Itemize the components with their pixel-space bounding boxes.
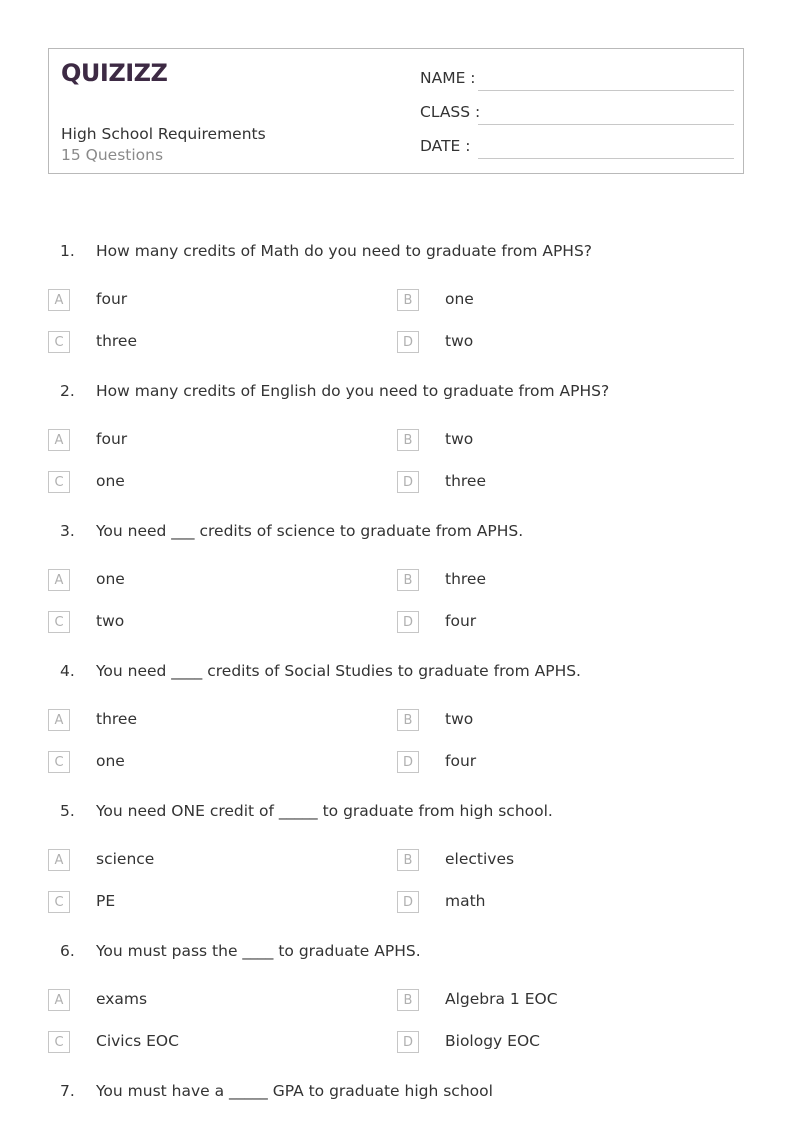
option-text: science bbox=[96, 850, 155, 868]
question-text: You must pass the ____ to graduate APHS. bbox=[96, 942, 421, 960]
option-letter-box: A bbox=[48, 989, 70, 1011]
option-letter-box: B bbox=[397, 709, 419, 731]
date-line[interactable] bbox=[478, 158, 734, 159]
option-letter-box: D bbox=[397, 751, 419, 773]
option-text: two bbox=[445, 710, 474, 728]
question-number: 2. bbox=[60, 382, 75, 400]
question-count: 15 Questions bbox=[61, 146, 164, 164]
option-text: four bbox=[445, 612, 477, 630]
option-letter-box: A bbox=[48, 569, 70, 591]
option-letter-box: B bbox=[397, 289, 419, 311]
option-letter-box: D bbox=[397, 1031, 419, 1053]
option-text: four bbox=[96, 290, 128, 308]
option-letter-box: A bbox=[48, 289, 70, 311]
date-field[interactable] bbox=[420, 137, 734, 157]
option-letter-box: D bbox=[397, 891, 419, 913]
question-text: How many credits of Math do you need to graduate from APHS? bbox=[96, 242, 593, 260]
option-text: Algebra 1 EOC bbox=[445, 990, 558, 1008]
option-text: one bbox=[96, 570, 125, 588]
question-number: 5. bbox=[60, 802, 75, 820]
question-number: 1. bbox=[60, 242, 75, 260]
class-field[interactable] bbox=[420, 103, 734, 123]
option-letter-box: C bbox=[48, 751, 70, 773]
option-letter-box: B bbox=[397, 569, 419, 591]
question-text: You must have a _____ GPA to graduate high school bbox=[96, 1082, 493, 1100]
option-text: PE bbox=[96, 892, 116, 910]
option-letter-box: C bbox=[48, 611, 70, 633]
class-label: CLASS : bbox=[420, 103, 481, 121]
question-number: 6. bbox=[60, 942, 75, 960]
option-text: exams bbox=[96, 990, 148, 1008]
date-label: DATE : bbox=[420, 137, 471, 155]
question-text: You need ONE credit of _____ to graduate from high school. bbox=[96, 802, 553, 820]
name-label: NAME : bbox=[420, 69, 476, 87]
option-letter-box: C bbox=[48, 1031, 70, 1053]
question-number: 3. bbox=[60, 522, 75, 540]
option-text: three bbox=[445, 570, 487, 588]
option-letter-box: D bbox=[397, 331, 419, 353]
option-text: four bbox=[96, 430, 128, 448]
worksheet-title: High School Requirements bbox=[61, 125, 266, 143]
question-text: You need ____ credits of Social Studies to graduate from APHS. bbox=[96, 662, 581, 680]
worksheet-header bbox=[48, 48, 744, 174]
name-field[interactable] bbox=[420, 69, 734, 89]
option-text: three bbox=[96, 710, 138, 728]
option-letter-box: C bbox=[48, 471, 70, 493]
option-text: three bbox=[445, 472, 487, 490]
quizizz-logo: QUIZIZZ bbox=[61, 59, 168, 87]
option-text: one bbox=[96, 472, 125, 490]
option-letter-box: A bbox=[48, 429, 70, 451]
option-text: Biology EOC bbox=[445, 1032, 540, 1050]
option-text: three bbox=[96, 332, 138, 350]
option-text: Civics EOC bbox=[96, 1032, 179, 1050]
option-text: one bbox=[445, 290, 474, 308]
name-line[interactable] bbox=[478, 90, 734, 91]
option-text: two bbox=[445, 332, 474, 350]
option-letter-box: C bbox=[48, 331, 70, 353]
option-letter-box: D bbox=[397, 471, 419, 493]
question-number: 4. bbox=[60, 662, 75, 680]
option-letter-box: C bbox=[48, 891, 70, 913]
question-text: How many credits of English do you need to graduate from APHS? bbox=[96, 382, 610, 400]
option-letter-box: D bbox=[397, 611, 419, 633]
option-text: math bbox=[445, 892, 486, 910]
option-letter-box: B bbox=[397, 429, 419, 451]
option-text: one bbox=[96, 752, 125, 770]
question-text: You need ___ credits of science to graduate from APHS. bbox=[96, 522, 524, 540]
option-letter-box: A bbox=[48, 709, 70, 731]
option-letter-box: A bbox=[48, 849, 70, 871]
option-text: electives bbox=[445, 850, 515, 868]
class-line[interactable] bbox=[478, 124, 734, 125]
question-number: 7. bbox=[60, 1082, 75, 1100]
option-text: two bbox=[96, 612, 125, 630]
option-letter-box: B bbox=[397, 989, 419, 1011]
option-text: four bbox=[445, 752, 477, 770]
option-text: two bbox=[445, 430, 474, 448]
option-letter-box: B bbox=[397, 849, 419, 871]
